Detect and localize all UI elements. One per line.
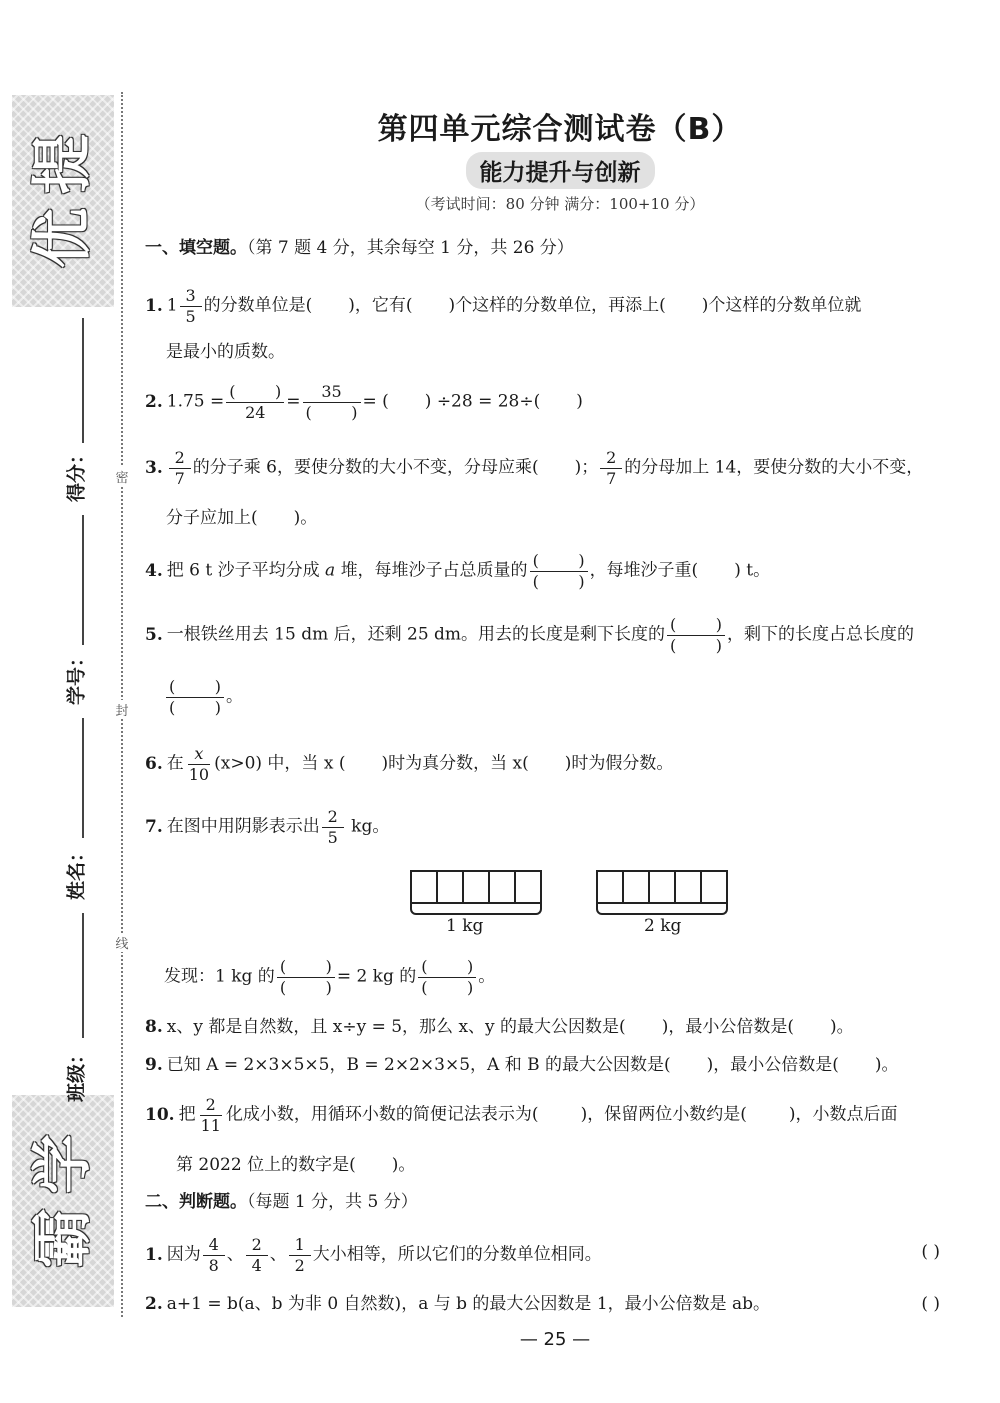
question-text: x、y 都是自然数，且 x÷y = 5，那么 x、y 的最大公因数是(	[166, 1017, 626, 1037]
numerator: 4	[203, 1236, 225, 1256]
question-text: )，最小公倍数是(	[661, 1017, 794, 1037]
label-1kg: 1 kg	[446, 916, 484, 936]
question-1-line2: 是最小的质数。	[166, 342, 285, 362]
question-1	[145, 287, 970, 325]
question-text: = (	[362, 391, 389, 412]
question-text: )。	[293, 508, 318, 528]
bar-cell[interactable]	[462, 870, 490, 904]
question-5	[145, 616, 970, 654]
fraction	[169, 449, 191, 487]
question-text: 堆，每堆沙子占总质量的	[340, 560, 528, 581]
numerator: x	[188, 745, 210, 765]
fraction	[303, 383, 361, 421]
question-number: 1.	[145, 1244, 163, 1265]
subtitle-wrap	[0, 152, 1000, 189]
score-field-label: 得分：	[65, 445, 88, 503]
answer-blank-denominator[interactable]	[303, 403, 361, 422]
question-text: 1.75 =	[166, 391, 225, 412]
judge-2	[145, 1296, 970, 1313]
answer-blank-numerator[interactable]	[226, 383, 284, 403]
question-text: x (	[323, 753, 346, 774]
question-number: 6.	[145, 753, 163, 774]
bar-cell[interactable]	[488, 870, 516, 904]
answer-fraction[interactable]	[667, 616, 725, 654]
question-text: 一根铁丝用去 15 dm 后，还剩 25 dm。用去的长度是剩下长度的	[166, 624, 666, 645]
question-number: 5.	[145, 624, 163, 645]
question-number: 1.	[145, 295, 163, 316]
question-7	[145, 808, 970, 846]
brand-char: 提	[28, 134, 98, 194]
fraction	[289, 1236, 311, 1274]
bar-cell[interactable]	[648, 870, 676, 904]
question-text: 把	[178, 1104, 196, 1125]
question-text: 因为	[166, 1244, 201, 1265]
divider	[82, 318, 84, 443]
question-text: )时为真分数，当	[381, 753, 508, 774]
question-text: )。	[874, 1055, 899, 1075]
bar-cell[interactable]	[514, 870, 542, 904]
exam-meta: （考试时间：80 分钟 满分：100+10 分）	[415, 195, 705, 213]
section-heading	[145, 1194, 970, 1211]
question-number: 8.	[145, 1017, 163, 1037]
section-note: （第 7 题 4 分，其余每空 1 分，共 26 分）	[247, 238, 574, 258]
fraction	[226, 383, 284, 421]
cut-mark-envelope: 封	[112, 700, 132, 719]
question-text: = 2 kg 的	[336, 966, 417, 987]
question-text: 大小相等，所以它们的分数单位相同。	[312, 1244, 602, 1265]
page-subtitle: 能力提升与创新	[466, 152, 655, 189]
answer-fraction[interactable]	[277, 958, 335, 996]
question-text: ，剩下的长度占总长度的	[727, 624, 915, 645]
question-number: 4.	[145, 560, 163, 581]
label-2kg: 2 kg	[644, 916, 682, 936]
numerator: 2	[169, 449, 191, 469]
denominator: 7	[606, 468, 617, 488]
denominator: 5	[327, 827, 338, 847]
question-text: x(	[512, 753, 529, 774]
answer-fraction[interactable]	[530, 552, 588, 590]
answer-fraction[interactable]	[418, 958, 476, 996]
question-text: 分子应加上(	[166, 508, 258, 528]
question-text: )，小数点后面	[788, 1104, 898, 1125]
question-text: 发现：1 kg 的	[164, 966, 275, 987]
brand-char: 学	[28, 1134, 98, 1194]
numerator: 2	[322, 808, 344, 828]
question-text: ) t。	[734, 560, 771, 581]
bar-cell[interactable]	[410, 870, 438, 904]
question-number: 2.	[145, 391, 163, 412]
numerator: 1	[289, 1236, 311, 1256]
question-number: 2.	[145, 1294, 163, 1314]
question-text: )个这样的分数单位就	[701, 295, 862, 316]
page-number: — 25 —	[519, 1329, 591, 1350]
shading-bar-1kg[interactable]	[412, 870, 542, 904]
question-text: )个这样的分数单位，再添上(	[448, 295, 666, 316]
numerator: 2	[200, 1096, 222, 1116]
score-field-line[interactable]	[82, 515, 84, 645]
question-number: 7.	[145, 816, 163, 837]
question-text: )，保留两位小数约是(	[580, 1104, 747, 1125]
cut-mark-seal: 密	[112, 467, 132, 486]
question-text: )。	[829, 1017, 854, 1037]
separator: 、	[269, 1244, 287, 1265]
question-text: )，最小公倍数是(	[706, 1055, 839, 1075]
question-text: )；	[574, 457, 599, 478]
judge-1	[145, 1236, 970, 1274]
denominator: 11	[200, 1115, 221, 1135]
fraction	[186, 745, 212, 783]
question-3	[145, 449, 970, 487]
judge-answer-box[interactable]: ( )	[921, 1294, 940, 1314]
student-id-field-line[interactable]	[82, 718, 84, 838]
section-heading	[145, 240, 970, 257]
question-6	[145, 745, 970, 783]
question-text: 的分子乘 6，要使分数的大小不变，分母应乘(	[192, 457, 539, 478]
separator: 、	[226, 1244, 244, 1265]
denominator: 4	[251, 1255, 262, 1275]
student-id-field-label: 学号：	[65, 648, 88, 706]
denominator: 10	[188, 764, 210, 784]
brand-logo-bottom	[12, 1095, 114, 1307]
bar-cell[interactable]	[674, 870, 702, 904]
question-text: )。	[391, 1155, 416, 1175]
section-note: （每题 1 分，共 5 分）	[247, 1192, 418, 1212]
name-field-line[interactable]	[82, 913, 84, 1038]
denominator: 2	[294, 1255, 305, 1275]
question-text: 已知 A = 2×3×5×5，B = 2×2×3×5，A 和 B 的最大公因数是(	[166, 1055, 671, 1075]
question-text: )，它有(	[348, 295, 413, 316]
question-text: 在图中用阴影表示出	[166, 816, 320, 837]
denominator: 5	[185, 306, 196, 326]
question-text: 。	[478, 966, 496, 987]
fraction	[180, 287, 202, 325]
question-2	[145, 383, 970, 421]
brand-char: 优	[28, 208, 98, 268]
question-text: 。	[226, 686, 243, 707]
fraction	[198, 1096, 224, 1134]
question-text: )	[576, 391, 583, 412]
question-text: ) ÷28 = 28÷(	[424, 391, 541, 412]
question-4	[145, 552, 970, 590]
question-text: 的分数单位是(	[203, 295, 313, 316]
bar-cell[interactable]	[700, 870, 728, 904]
fraction	[246, 1236, 268, 1274]
question-text: a+1 = b(a、b 为非 0 自然数)，a 与 b 的最大公因数是 1，最小公倍数是 ab。	[166, 1294, 771, 1314]
numerator: 35	[303, 383, 361, 403]
variable: a	[325, 560, 336, 581]
fraction	[322, 808, 344, 846]
brand-char: 霸	[28, 1208, 98, 1268]
denominator: 24	[245, 402, 266, 422]
section-title: 一、填空题。	[145, 238, 247, 258]
mixed-whole: 1	[166, 295, 178, 316]
question-3-line2	[166, 510, 970, 527]
question-text: 的分母加上 14，要使分数的大小不变，	[624, 457, 924, 478]
question-10-line2	[176, 1157, 970, 1174]
cut-mark-line: 线	[112, 933, 132, 952]
question-text: 第 2022 位上的数字是(	[176, 1155, 356, 1175]
shading-bar-2kg[interactable]	[598, 870, 728, 904]
question-7-finding	[164, 958, 970, 996]
brace-2kg	[596, 903, 728, 915]
question-8	[145, 1019, 970, 1036]
brace-1kg	[410, 903, 542, 915]
question-text: )时为假分数。	[564, 753, 674, 774]
numerator: 2	[600, 449, 622, 469]
question-10	[145, 1096, 970, 1134]
bar-cell[interactable]	[622, 870, 650, 904]
section-title: 二、判断题。	[145, 1192, 247, 1212]
name-field-label: 姓名：	[65, 843, 88, 901]
denominator: 7	[174, 468, 185, 488]
question-text: 在	[166, 753, 184, 774]
question-9	[145, 1057, 970, 1074]
numerator: 2	[246, 1236, 268, 1256]
fraction	[203, 1236, 225, 1274]
question-number: 10.	[145, 1104, 175, 1125]
bar-cell[interactable]	[596, 870, 624, 904]
fraction	[600, 449, 622, 487]
denominator: 8	[208, 1255, 219, 1275]
judge-answer-box[interactable]: ( )	[921, 1242, 940, 1262]
question-text: kg。	[351, 816, 390, 837]
page-title: 第四单元综合测试卷（B）	[377, 112, 743, 147]
numerator: 3	[180, 287, 202, 307]
question-text: ，每堆沙子重(	[589, 560, 699, 581]
question-5-line2	[164, 678, 970, 716]
answer-fraction[interactable]	[166, 678, 224, 716]
question-number: 3.	[145, 457, 163, 478]
class-field-label: 班级：	[65, 1045, 88, 1103]
question-text: 化成小数，用循环小数的简便记法表示为(	[225, 1104, 539, 1125]
question-number: 9.	[145, 1055, 163, 1075]
question-text: 把 6 t 沙子平均分成	[166, 560, 320, 581]
question-text: (x>0) 中，当	[214, 753, 319, 774]
equals-sign: =	[286, 391, 301, 412]
bar-cell[interactable]	[436, 870, 464, 904]
